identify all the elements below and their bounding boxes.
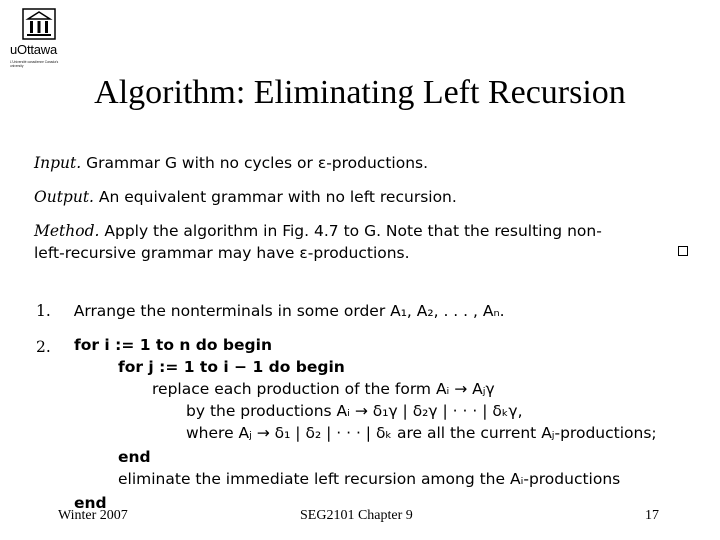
output-text: An equivalent grammar with no left recursion. (98, 188, 457, 206)
uottawa-logo (10, 8, 68, 70)
end-inner-line: end (118, 448, 151, 466)
input-text: Grammar G with no cycles or ε-productions. (86, 154, 429, 172)
logo-subtitle: L'Université canadienne Canada's university (10, 60, 59, 68)
eliminate-line: eliminate the immediate left recursion among the Aᵢ-productions (118, 470, 621, 488)
step-2-number: 2. (36, 338, 51, 356)
step-1-text: Arrange the nonterminals in some order A₁, A₂, . . . , Aₙ. (73, 302, 505, 320)
algorithm-scan (30, 148, 702, 520)
replace-line: replace each production of the form Aᵢ → Aⱼγ (152, 380, 495, 398)
input-label: Input. (34, 154, 82, 172)
end-of-proof-square-icon (678, 246, 688, 256)
where-line: where Aⱼ → δ₁ | δ₂ | · · · | δₖ are all the current Aⱼ-productions; (186, 424, 657, 442)
slide-number: 17 (645, 508, 659, 523)
step-1 (36, 302, 505, 320)
footer-date: Winter 2007 (58, 508, 128, 523)
slide-title: Algorithm: Eliminating Left Recursion (94, 74, 626, 111)
method-label: Method. (34, 222, 100, 240)
footer-course: SEG2101 Chapter 9 (300, 508, 413, 523)
input-line (34, 154, 428, 172)
step-1-number: 1. (36, 302, 51, 320)
output-label: Output. (34, 188, 94, 206)
university-building-icon (22, 8, 56, 40)
by-productions-line: by the productions Aᵢ → δ₁γ | δ₂γ | · · · | δₖγ, (186, 402, 523, 420)
method-line-1 (34, 222, 602, 240)
method-line-2: left-recursive grammar may have ε-productions. (34, 244, 410, 262)
output-line (34, 188, 457, 206)
for-j-line: for j := 1 to i − 1 do begin (118, 358, 345, 376)
logo-name: uOttawa (10, 42, 58, 57)
end-outer-line: end (74, 494, 107, 512)
for-i-line: for i := 1 to n do begin (74, 336, 272, 354)
method-text-1: Apply the algorithm in Fig. 4.7 to G. Note that the resulting non- (104, 222, 602, 240)
